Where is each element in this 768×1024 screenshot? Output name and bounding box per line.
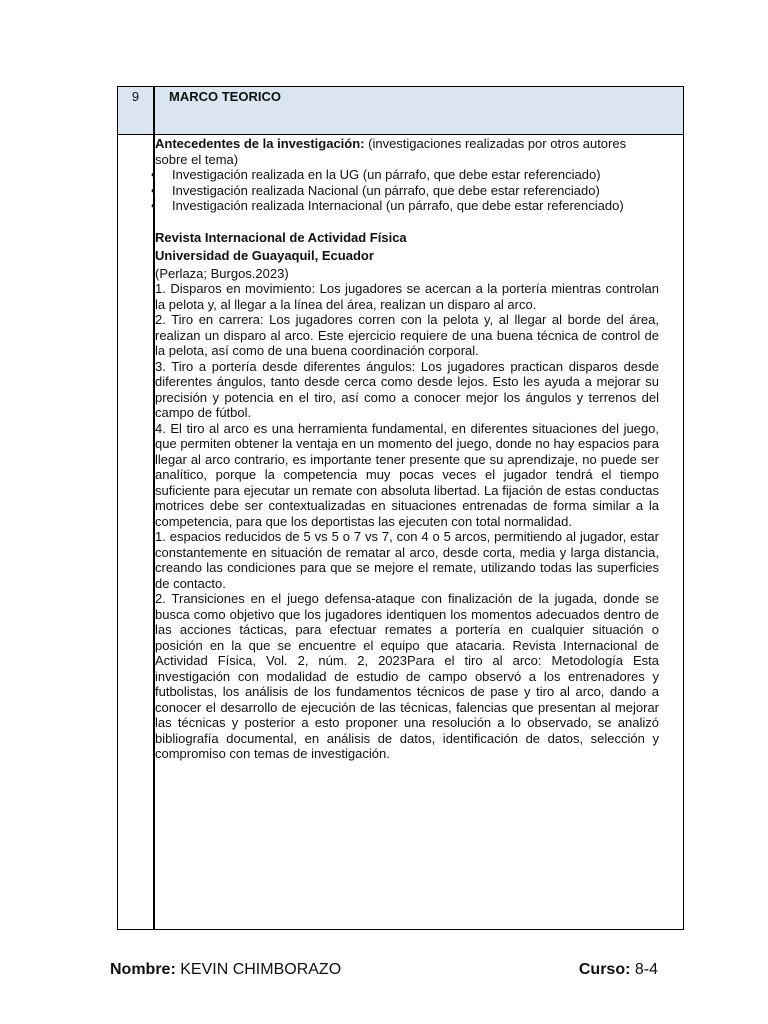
paragraph-5: 1. espacios reducidos de 5 vs 5 o 7 vs 7, con 4 o 5 arcos, permitiendo al jugador, estar constantemente en situación de rematar al arco, desde corta, media y larga distancia, creando las condiciones para que se mejore el remate, utilizando todas las superficies de contacto. xyxy=(155,529,659,591)
document-table xyxy=(117,86,684,930)
footer xyxy=(110,961,658,979)
name-value: KEVIN CHIMBORAZO xyxy=(180,961,342,978)
row-number: 9 xyxy=(118,87,153,135)
paragraph-2: 2. Tiro en carrera: Los jugadores corren con la pelota y, al llegar al borde del área, realizan un disparo al arco. Este ejercicio requiere de una buena técnica de control de la pelota, así como de una buena coordinación corporal. xyxy=(155,312,659,358)
spacer xyxy=(155,214,659,229)
name-label: Nombre: xyxy=(110,961,176,978)
number-column xyxy=(118,87,154,929)
intro-bold: Antecedentes de la investigación: xyxy=(155,136,365,151)
section-body xyxy=(155,136,659,762)
source-journal: Revista Internacional de Actividad Física xyxy=(155,229,407,245)
intro-paragraph xyxy=(155,136,659,167)
paragraph-6: 2. Transiciones en el juego defensa-ataque con finalización de la jugada, donde se busca como objetivo que los jugadores identiquen los momentos adecuados dentro de las acciones tácticas, para efectuar remates a portería en cualquier situación o posición en la que se encuentre el equipo que atacaria. Revista Internacional de Actividad Física, Vol. 2, núm. 2, 2023Para el tiro al arco: Metodología Esta investigación con modalidad de estudio de campo observó a los entrenadores y futbolistas, los análisis de los fundamentos técnicos de pase y tiro al arco, dando a conocer el desarrollo de ejecución de las técnicas, falencias que presentan al mejorar las técnicas y posterior a esto proponer una resolución a lo observado, se analizó bibliografía documental, en análisis de datos, identificación de datos, selección y compromiso con temas de investigación. xyxy=(155,591,659,761)
course-value: 8-4 xyxy=(634,961,658,978)
course-label: Curso: xyxy=(578,961,631,978)
bullet-item: • Investigación realizada Nacional (un párrafo, que debe estar referenciado) xyxy=(155,183,659,199)
intro-rest: (investigaciones realizadas por otros autores sobre el tema) xyxy=(155,136,627,167)
section-title: MARCO TEORICO xyxy=(155,87,683,135)
paragraph-4: 4. El tiro al arco es una herramienta fundamental, en diferentes situaciones del juego, que permiten obtener la ventaja en un momento del juego, donde no hay espacios para llegar al arco contrario, es importante tener presente que su aprendizaje, no puede ser analítico, porque la competencia muy pocas veces el jugador tendrá el tiempo suficiente para ejecutar un remate con absoluta libertad. La fijación de estas conductas motrices debe ser contextualizadas en situaciones entrenadas de forma similar a la competencia, para que los deportistas las ejecuten con total normalidad. xyxy=(155,420,659,529)
citation: (Perlaza; Burgos.2023) xyxy=(155,265,289,281)
bullet-list xyxy=(155,167,659,214)
course xyxy=(579,961,658,979)
source-university: Universidad de Guayaquil, Ecuador xyxy=(155,247,374,263)
paragraph-1: 1. Disparos en movimiento: Los jugadores se acercan a la portería mientras controlan la pelota y, al llegar a la línea del área, realizan un disparo al arco. xyxy=(155,281,659,312)
bullet-item: • Investigación realizada en la UG (un párrafo, que debe estar referenciado) xyxy=(155,167,659,183)
paragraph-3: 3. Tiro a portería desde diferentes ángulos: Los jugadores practican disparos desde diferentes ángulos, tanto desde cerca como desde lejos. Esto les ayuda a mejorar su precisión y potencia en el tiro, así como a conocer mejor los ángulos y terrenos del campo de fútbol. xyxy=(155,358,659,420)
student-name xyxy=(110,961,341,979)
bullet-item: • Investigación realizada Internacional (un párrafo, que debe estar referenciado) xyxy=(155,198,659,214)
